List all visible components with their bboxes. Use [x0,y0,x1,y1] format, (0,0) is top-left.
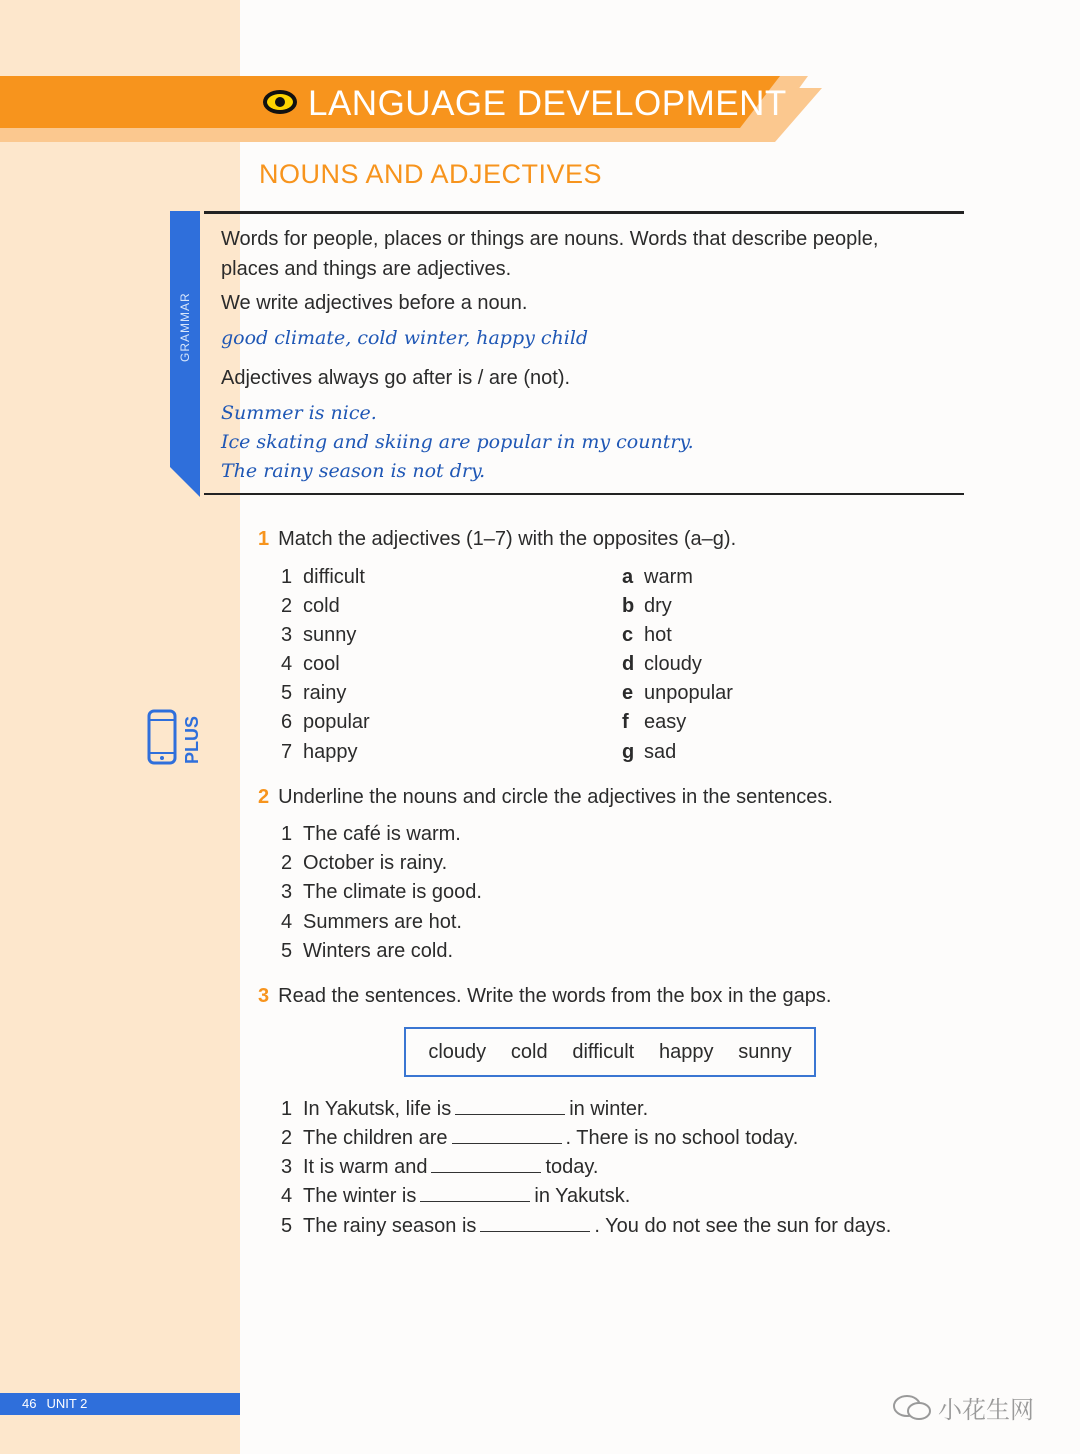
grammar-example-1: good climate, cold winter, happy child [221,327,589,349]
list-item: 1 difficult [281,566,365,588]
page-footer [0,1393,240,1415]
exercise-2-instruction: Underline the nouns and circle the adjectives in the sentences. [278,786,833,808]
list-item: c hot [622,624,672,646]
grammar-example-4: The rainy season is not dry. [221,460,486,482]
word-box-item: sunny [738,1040,792,1063]
watermark-text: 小花生网 [938,1397,1034,1424]
list-item: e unpopular [622,682,733,704]
exercise-1-number: 1 [258,528,270,550]
list-item: 6 popular [281,711,370,733]
list-item: 3 sunny [281,624,357,646]
exercise-2-heading [258,786,833,809]
grammar-example-2: Summer is nice. [221,402,377,424]
list-item: a warm [622,566,693,588]
gap-sentence: 3 It is warm and today. [281,1156,599,1178]
grammar-line-2: places and things are adjectives. [221,258,512,280]
list-item: 4 cool [281,653,340,675]
grammar-tab-label: GRAMMAR [178,292,192,362]
grammar-bottom-rule [204,493,964,495]
list-item: 3 The climate is good. [281,881,482,903]
exercise-2-number: 2 [258,786,270,808]
word-box-item: happy [658,1040,714,1063]
exercise-3-heading [258,985,831,1008]
list-item: g sad [622,741,677,763]
word-box-item: cloudy [428,1040,487,1063]
page-number: 46 [22,1396,37,1411]
answer-gap[interactable] [480,1217,590,1232]
gap-sentence: 5 The rainy season is . You do not see the sun for days. [281,1215,892,1237]
list-item: 2 October is rainy. [281,852,448,874]
gap-sentence: 2 The children are . There is no school today. [281,1127,799,1149]
list-item: 5 Winters are cold. [281,940,454,962]
list-item: 4 Summers are hot. [281,911,462,933]
list-item: f easy [622,711,687,733]
list-item: 5 rainy [281,682,347,704]
watermark [892,1390,1034,1425]
answer-gap[interactable] [431,1158,541,1173]
exercise-1-heading [258,528,736,551]
gap-sentence: 1 In Yakutsk, life is in winter. [281,1098,649,1120]
list-item: 7 happy [281,741,358,763]
mobile-phone-icon [146,708,206,766]
answer-gap[interactable] [452,1129,562,1144]
section-title: NOUNS AND ADJECTIVES [259,159,603,189]
gap-sentence: 4 The winter is in Yakutsk. [281,1185,631,1207]
plus-badge [146,708,206,771]
eye-icon [262,89,298,115]
list-item: 1 The café is warm. [281,823,461,845]
unit-label: UNIT 2 [46,1396,88,1411]
wechat-icon [892,1394,932,1422]
list-item: d cloudy [622,653,702,675]
grammar-line-3: We write adjectives before a noun. [221,292,528,314]
word-box-item: cold [510,1040,548,1063]
svg-text:PLUS: PLUS [182,715,202,764]
word-box-item: difficult [572,1040,635,1063]
grammar-line-4: Adjectives always go after is / are (not). [221,367,571,389]
answer-gap[interactable] [420,1187,530,1202]
grammar-line-1: Words for people, places or things are nouns. Words that describe people, [221,228,879,250]
exercise-1-instruction: Match the adjectives (1–7) with the opposites (a–g). [278,528,737,550]
word-box [404,1027,816,1077]
grammar-example-3: Ice skating and skiing are popular in my country. [221,431,694,453]
banner-title: LANGUAGE DEVELOPMENT [308,84,787,123]
exercise-3-number: 3 [258,985,270,1007]
exercise-3-instruction: Read the sentences. Write the words from the box in the gaps. [278,985,832,1007]
answer-gap[interactable] [455,1100,565,1115]
grammar-top-rule [204,211,964,214]
list-item: b dry [622,595,672,617]
list-item: 2 cold [281,595,340,617]
